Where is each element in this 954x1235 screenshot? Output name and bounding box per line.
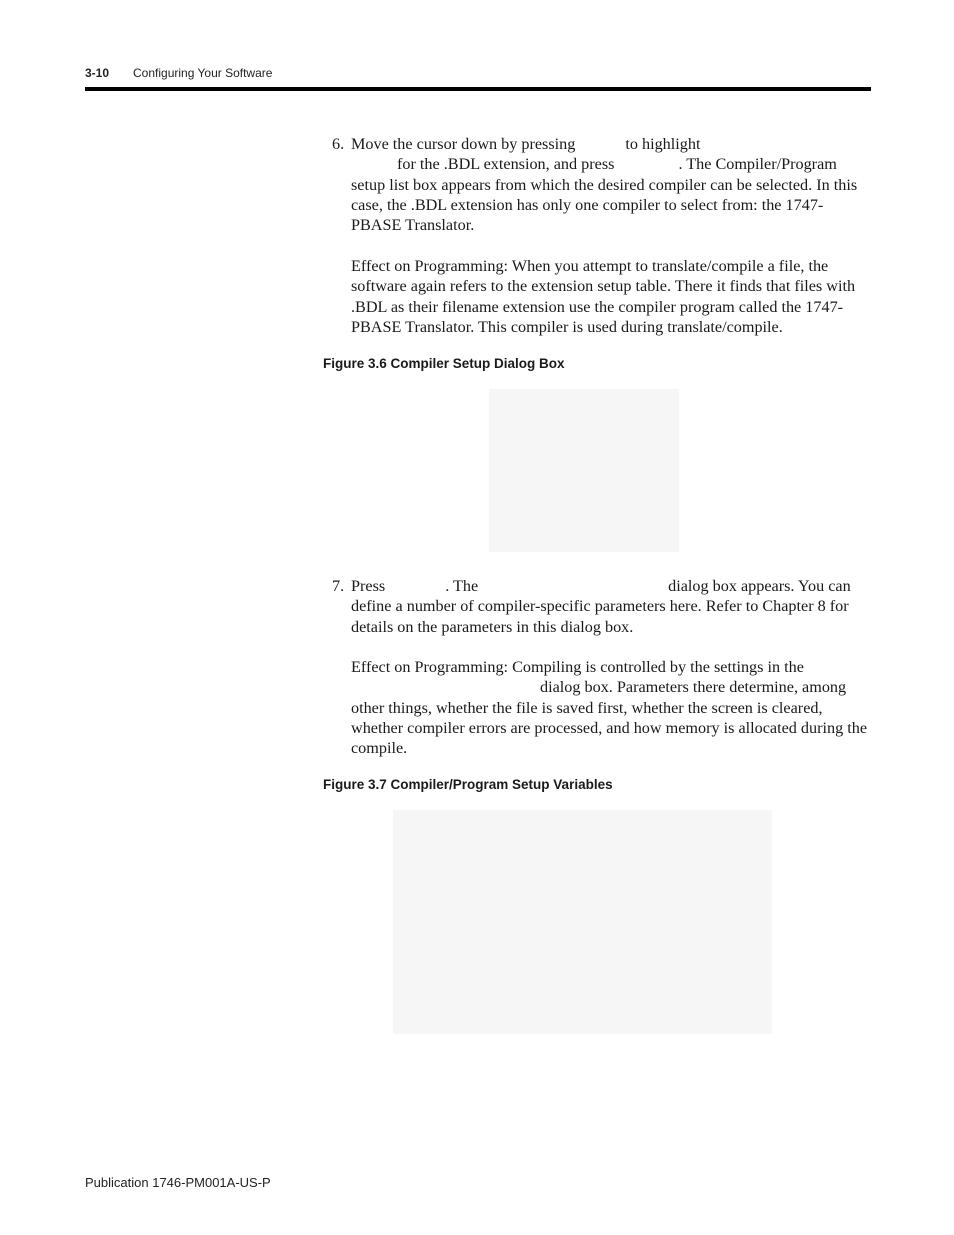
running-header — [85, 66, 273, 80]
figure-3-7-caption: Figure 3.7 Compiler/Program Setup Variables — [323, 777, 613, 792]
step-7-text-a: Press — [351, 577, 386, 595]
header-rule — [85, 87, 871, 91]
step-7 — [332, 576, 871, 637]
step-6-text-d: . The Compiler/Program — [678, 155, 837, 174]
figure-3-6-caption: Figure 3.6 Compiler Setup Dialog Box — [323, 356, 565, 371]
step-7-text-c: dialog box appears. You can — [668, 577, 851, 595]
step-7-effect — [351, 657, 871, 758]
step-6-number: 6. — [332, 135, 345, 153]
step-7-effect-b: dialog box. Parameters there determine, among — [540, 678, 847, 697]
compiler-setup-dialog-image — [489, 389, 679, 552]
step-6-text-b: to highlight — [625, 135, 701, 153]
step-7-number: 7. — [332, 577, 345, 595]
compiler-program-setup-variables-image — [393, 810, 772, 1034]
chapter-title: Configuring Your Software — [133, 66, 273, 80]
step-7-text-rest: define a number of compiler-specific parameters here. Refer to Chapter 8 for details on the parameters in this dialog box. — [351, 597, 849, 636]
step-6 — [332, 134, 871, 235]
publication-footer: Publication 1746-PM001A-US-P — [85, 1175, 271, 1190]
step-7-text-b: . The — [445, 577, 479, 595]
page-number: 3-10 — [85, 66, 110, 80]
step-7-effect-a: Effect on Programming: Compiling is controlled by the settings in the — [351, 658, 804, 676]
step-6-text-c: for the .BDL extension, and press — [397, 155, 615, 174]
step-7-effect-rest: other things, whether the file is saved first, whether the screen is cleared, whether compiler errors are processed, and how memory is allocated during the compile. — [351, 698, 868, 758]
step-6-text-rest: setup list box appears from which the desired compiler can be selected. In this case, the .BDL extension has only one compiler to select from: the 1747-PBASE Translator. — [351, 175, 858, 235]
step-6-effect: Effect on Programming: When you attempt to translate/compile a file, the software again refers to the extension setup table. There it finds that files with .BDL as their filename extension use the compiler program called the 1747-PBASE Translator. This compiler is used during translate/compile. — [351, 257, 856, 336]
step-6-text-a: Move the cursor down by pressing — [351, 135, 576, 153]
